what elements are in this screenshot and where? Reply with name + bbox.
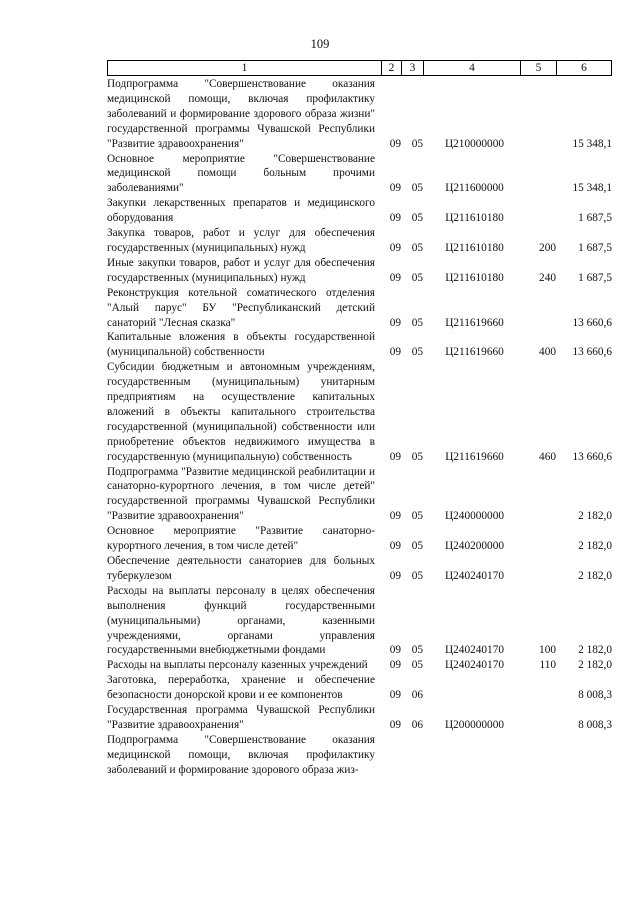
column-header: 6: [556, 60, 612, 76]
row-target-code: Ц200000000: [445, 718, 504, 731]
row-section: 09: [389, 450, 401, 463]
table-body: [107, 77, 612, 778]
row-name: Расходы на выплаты персоналу казенных учреждений: [107, 659, 368, 672]
row-subsection: 06: [411, 718, 423, 731]
table-row: [107, 524, 612, 554]
row-section: 09: [389, 271, 401, 284]
row-target-code: Ц240240170: [445, 569, 504, 582]
row-expense-type: 240: [539, 271, 556, 284]
column-header: 3: [401, 60, 423, 76]
row-subsection: 05: [411, 346, 423, 359]
row-section: 09: [389, 510, 401, 523]
budget-table: [107, 60, 612, 778]
row-section: 09: [389, 569, 401, 582]
row-amount: 13 660,6: [572, 316, 612, 329]
row-section: 09: [389, 137, 401, 150]
row-subsection: 05: [411, 540, 423, 553]
row-subsection: 05: [411, 212, 423, 225]
row-target-code: Ц211619660: [445, 450, 504, 463]
table-row: [107, 286, 612, 331]
row-name: Подпрограмма "Совершенствование оказания медицинской помощи, включая профилактику заболеваний и формирование здорового образа жизни" государственной программы Чувашской Республики "Развитие здравоохранения": [107, 78, 375, 150]
row-name: Закупки лекарственных препаратов и медицинского оборудования: [107, 197, 375, 225]
row-expense-type: 200: [539, 241, 556, 254]
row-amount: 1 687,5: [578, 241, 612, 254]
row-subsection: 06: [411, 689, 423, 702]
row-name: Государственная программа Чувашской Республики "Развитие здравоохранения": [107, 704, 375, 731]
row-section: 09: [389, 644, 401, 657]
row-subsection: 05: [411, 182, 423, 195]
row-section: 09: [389, 241, 401, 254]
row-amount: 2 182,0: [578, 540, 612, 553]
row-subsection: 05: [411, 316, 423, 329]
row-target-code: Ц211610180: [445, 241, 504, 254]
row-name: Реконструкция котельной соматического отделения "Алый парус" БУ "Республиканский детский санаторий "Лесная сказка": [107, 286, 375, 329]
table-row: [107, 226, 612, 256]
row-section: 09: [389, 718, 401, 731]
table-row: [107, 658, 612, 673]
row-name: Заготовка, переработка, хранение и обеспечение безопасности донорской крови и ее компонентов: [107, 674, 375, 702]
row-section: 09: [389, 689, 401, 702]
row-target-code: Ц240000000: [445, 510, 504, 523]
row-expense-type: 460: [539, 450, 556, 463]
table-row: [107, 554, 612, 584]
row-target-code: Ц240240170: [445, 644, 504, 657]
row-target-code: Ц211619660: [445, 346, 504, 359]
row-target-code: Ц211619660: [445, 316, 504, 329]
table-row: [107, 360, 612, 464]
row-subsection: 05: [411, 137, 423, 150]
row-subsection: 05: [411, 659, 423, 672]
row-section: 09: [389, 316, 401, 329]
column-header: 2: [381, 60, 401, 76]
row-name: Закупка товаров, работ и услуг для обеспечения государственных (муниципальных) нужд: [107, 227, 375, 254]
row-target-code: Ц210000000: [445, 137, 504, 150]
row-target-code: Ц240240170: [445, 659, 504, 672]
table-row: [107, 465, 612, 525]
row-subsection: 05: [411, 644, 423, 657]
row-section: 09: [389, 659, 401, 672]
table-row: [107, 152, 612, 197]
row-section: 09: [389, 212, 401, 225]
row-name: Капитальные вложения в объекты государственной (муниципальной) собственности: [107, 331, 375, 359]
row-section: 09: [389, 540, 401, 553]
row-amount: 2 182,0: [578, 644, 612, 657]
row-amount: 2 182,0: [578, 569, 612, 582]
row-amount: 15 348,1: [572, 182, 612, 195]
row-name: Основное мероприятие "Совершенствование медицинской помощи больным прочими заболеваниями": [107, 152, 375, 195]
row-amount: 13 660,6: [572, 450, 612, 463]
row-amount: 15 348,1: [572, 137, 612, 150]
row-amount: 13 660,6: [572, 346, 612, 359]
row-section: 09: [389, 182, 401, 195]
row-amount: 1 687,5: [578, 212, 612, 225]
row-name: Субсидии бюджетным и автономным учреждениям, государственным (муниципальным) унитарным предприятиям на осуществление капитальных вложений в объекты капитального строительства государственной (муниципальной) собственности или приобретение объектов недвижимого имущества в государственную (муниципальную) собственность: [107, 361, 375, 463]
row-amount: 8 008,3: [578, 718, 612, 731]
row-expense-type: 110: [539, 659, 556, 672]
row-subsection: 05: [411, 569, 423, 582]
row-subsection: 05: [411, 241, 423, 254]
table-row: [107, 196, 612, 226]
row-name: Обеспечение деятельности санаториев для больных туберкулезом: [107, 555, 375, 582]
table-row: [107, 733, 612, 778]
row-subsection: 05: [411, 271, 423, 284]
table-row: [107, 703, 612, 733]
row-name: Иные закупки товаров, работ и услуг для обеспечения государственных (муниципальных) нужд: [107, 256, 375, 284]
row-target-code: Ц211610180: [445, 271, 504, 284]
row-subsection: 05: [411, 450, 423, 463]
row-name: Расходы на выплаты персоналу в целях обеспечения выполнения функций государственными (муниципальными) органами, казенными учреждениями, органами управления государственными внебюджетными фондами: [107, 584, 375, 657]
row-amount: 2 182,0: [578, 510, 612, 523]
table-row: [107, 673, 612, 703]
column-header: 5: [520, 60, 556, 76]
column-header-row: [107, 60, 612, 76]
row-target-code: Ц211610180: [445, 212, 504, 225]
row-target-code: Ц211600000: [445, 182, 504, 195]
page-number: 109: [310, 37, 330, 51]
row-subsection: 05: [411, 510, 423, 523]
column-header: 4: [423, 60, 520, 76]
row-amount: 1 687,5: [578, 271, 612, 284]
column-header: 1: [107, 60, 381, 76]
table-row: [107, 77, 612, 152]
row-target-code: Ц240200000: [445, 540, 504, 553]
row-expense-type: 400: [539, 346, 556, 359]
table-row: [107, 256, 612, 286]
row-name: Основное мероприятие "Развитие санаторно-курортного лечения, в том числе детей": [107, 525, 375, 553]
row-amount: 8 008,3: [578, 689, 612, 702]
table-row: [107, 584, 612, 659]
row-section: 09: [389, 346, 401, 359]
row-name: Подпрограмма "Развитие медицинской реабилитации и санаторно-курортного лечения, в том числе детей" государственной программы Чувашской Республики "Развитие здравоохранения": [107, 465, 375, 523]
row-amount: 2 182,0: [578, 659, 612, 672]
table-row: [107, 330, 612, 360]
row-name: Подпрограмма "Совершенствование оказания медицинской помощи, включая профилактику заболеваний и формирование здорового образа жиз-: [107, 733, 375, 776]
row-expense-type: 100: [539, 644, 556, 657]
